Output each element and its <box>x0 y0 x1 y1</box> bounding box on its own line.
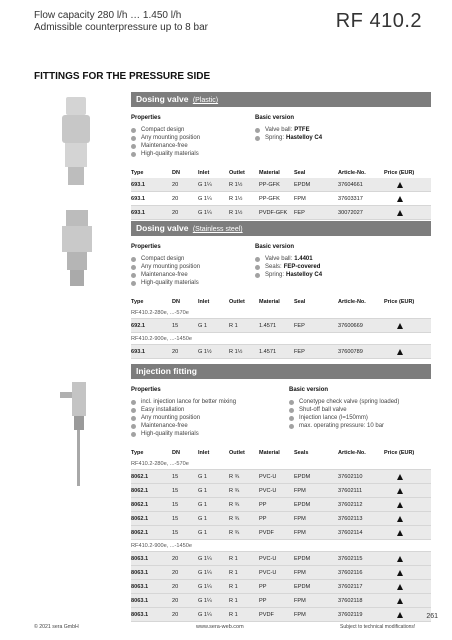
cell-material: PP <box>259 598 267 604</box>
cell-outlet: R 1½ <box>229 349 243 355</box>
page-title: FITTINGS FOR THE PRESSURE SIDE <box>34 71 211 82</box>
table-row <box>131 512 431 526</box>
properties-title: Properties <box>131 115 161 121</box>
cell-type: 8062.1 <box>131 474 149 480</box>
cell-outlet: R ¾ <box>229 488 240 494</box>
cell-article: 37600669 <box>338 323 363 329</box>
table-row <box>131 470 431 484</box>
stainless-dosing-valve-image <box>56 210 98 288</box>
basic-version-title: Basic version <box>289 387 329 393</box>
stainless-dosing-valve-section <box>131 221 431 359</box>
cell-article: 37602116 <box>338 570 363 576</box>
price-on-request-icon <box>397 612 403 618</box>
cell-inlet: G 1 <box>198 323 208 329</box>
section-header <box>131 364 431 379</box>
basic-item: Valve ball: PTFE <box>255 126 322 134</box>
property-item: Any mounting position <box>131 414 289 422</box>
bullet-icon <box>289 416 294 421</box>
cell-type: 8062.1 <box>131 516 149 522</box>
cell-seal: FEP <box>294 323 305 329</box>
basic-item: Shut-off ball valve <box>289 406 399 414</box>
cell-type: 693.1 <box>131 182 145 188</box>
cell-dn: 15 <box>172 474 179 480</box>
cell-seal: FPM <box>294 612 306 618</box>
cell-article: 37602114 <box>338 530 363 536</box>
page-number: 261 <box>426 613 438 620</box>
property-item: Maintenance-free <box>131 142 255 150</box>
property-item: High-quality materials <box>131 430 289 438</box>
cell-type: 8063.1 <box>131 598 149 604</box>
table-row <box>131 566 431 580</box>
cell-inlet: G 1¼ <box>198 556 212 562</box>
plastic-dosing-valve-image <box>53 97 99 189</box>
cell-article: 37602113 <box>338 516 363 522</box>
property-item: Compact design <box>131 255 255 263</box>
bullet-icon <box>131 152 136 157</box>
bullet-icon <box>131 408 136 413</box>
basic-item: Valve ball: 1.4401 <box>255 255 322 263</box>
cell-type: 693.1 <box>131 210 145 216</box>
cell-dn: 20 <box>172 349 179 355</box>
cell-outlet: R 1 <box>229 570 238 576</box>
cell-seal: EPDM <box>294 502 311 508</box>
cell-dn: 20 <box>172 182 179 188</box>
technical-note: Subject to technical modifications! <box>340 624 416 630</box>
table-row <box>131 319 431 333</box>
cell-outlet: R ¾ <box>229 516 240 522</box>
basic-item: max. operating pressure: 10 bar <box>289 422 399 430</box>
table-row <box>131 580 431 594</box>
bullet-icon <box>131 144 136 149</box>
basic-item: Conetype check valve (spring loaded) <box>289 398 399 406</box>
basic-item: Injection lance (l=150mm) <box>289 414 399 422</box>
group-label: RF410.2-280e, ...-570e <box>131 458 431 470</box>
table-header: Type DN Inlet Outlet Material Seal Article-No. Price (EUR) <box>131 299 415 305</box>
cell-inlet: G 1¼ <box>198 210 212 216</box>
cell-dn: 15 <box>172 488 179 494</box>
table-row <box>131 498 431 512</box>
basic-item: Seals: FEP-covered <box>255 263 322 271</box>
cell-type: 8063.1 <box>131 612 149 618</box>
cell-material: PP <box>259 516 267 522</box>
bullet-icon <box>131 400 136 405</box>
injection-fitting-section <box>131 364 431 622</box>
cell-dn: 20 <box>172 556 179 562</box>
cell-type: 8062.1 <box>131 502 149 508</box>
bullet-icon <box>131 432 136 437</box>
section-title: Injection fitting <box>136 366 197 376</box>
bullet-icon <box>131 281 136 286</box>
cell-dn: 20 <box>172 210 179 216</box>
cell-article: 37604661 <box>338 182 363 188</box>
bullet-icon <box>255 273 260 278</box>
cell-seal: FPM <box>294 196 306 202</box>
price-on-request-icon <box>397 323 403 329</box>
cell-inlet: G 1¼ <box>198 570 212 576</box>
cell-outlet: R ¾ <box>229 530 240 536</box>
section-header <box>131 92 431 107</box>
cell-outlet: R 1 <box>229 612 238 618</box>
cell-outlet: R 1 <box>229 598 238 604</box>
cell-inlet: G 1½ <box>198 349 212 355</box>
cell-material: PP <box>259 502 267 508</box>
price-on-request-icon <box>397 516 403 522</box>
table-row <box>131 345 431 359</box>
cell-type: 692.1 <box>131 323 145 329</box>
property-item: Compact design <box>131 126 255 134</box>
basic-version-list <box>255 115 322 158</box>
property-item: Any mounting position <box>131 134 255 142</box>
cell-type: 8063.1 <box>131 556 149 562</box>
cell-inlet: G 1¼ <box>198 196 212 202</box>
price-on-request-icon <box>397 210 403 216</box>
cell-dn: 15 <box>172 530 179 536</box>
price-on-request-icon <box>397 598 403 604</box>
bullet-icon <box>255 136 260 141</box>
section-title: Dosing valve <box>136 94 189 104</box>
cell-outlet: R 1 <box>229 323 238 329</box>
cell-seal: FEP <box>294 210 305 216</box>
flow-capacity-text: Flow capacity 280 l/h … 1.450 l/h <box>34 10 182 21</box>
cell-material: PP-GFK <box>259 196 280 202</box>
cell-outlet: R 1 <box>229 556 238 562</box>
bullet-icon <box>131 265 136 270</box>
cell-seal: FPM <box>294 598 306 604</box>
cell-outlet: R ¾ <box>229 502 240 508</box>
cell-type: 8062.1 <box>131 488 149 494</box>
cell-outlet: R 1½ <box>229 210 243 216</box>
basic-item: Spring: Hastelloy C4 <box>255 134 322 142</box>
copyright: © 2021 sera GmbH <box>34 624 79 630</box>
cell-inlet: G 1¼ <box>198 584 212 590</box>
properties-title: Properties <box>131 244 161 250</box>
cell-material: PVDF <box>259 530 274 536</box>
cell-dn: 15 <box>172 323 179 329</box>
cell-article: 37602118 <box>338 598 363 604</box>
table-row <box>131 484 431 498</box>
basic-version-title: Basic version <box>255 244 295 250</box>
property-item: Maintenance-free <box>131 271 255 279</box>
table-row <box>131 526 431 540</box>
table-row <box>131 552 431 566</box>
group-label: RF410.2-280e, ...-570e <box>131 307 431 319</box>
bullet-icon <box>131 424 136 429</box>
cell-seal: FPM <box>294 488 306 494</box>
table-row <box>131 594 431 608</box>
property-item: Any mounting position <box>131 263 255 271</box>
price-on-request-icon <box>397 488 403 494</box>
basic-version-list <box>289 387 399 438</box>
cell-dn: 20 <box>172 598 179 604</box>
cell-article: 37600789 <box>338 349 363 355</box>
website-link[interactable]: www.sera-web.com <box>196 624 244 630</box>
section-header <box>131 221 431 236</box>
cell-seal: EPDM <box>294 584 311 590</box>
plastic-dosing-valve-section <box>131 92 431 220</box>
cell-inlet: G 1¼ <box>198 612 212 618</box>
cell-inlet: G 1¼ <box>198 182 212 188</box>
bullet-icon <box>255 265 260 270</box>
cell-outlet: R 1½ <box>229 182 243 188</box>
basic-item: Spring: Hastelloy C4 <box>255 271 322 279</box>
cell-material: 1.4571 <box>259 349 277 355</box>
table-row <box>131 608 431 622</box>
table-row <box>131 192 431 206</box>
cell-dn: 20 <box>172 196 179 202</box>
cell-material: PVC-U <box>259 570 277 576</box>
group-label: RF410.2-900e, ...-1450e <box>131 540 431 552</box>
section-title: Dosing valve <box>136 223 189 233</box>
cell-seal: FEP <box>294 349 305 355</box>
bullet-icon <box>289 400 294 405</box>
cell-article: 37602115 <box>338 556 363 562</box>
cell-article: 37602112 <box>338 502 363 508</box>
cell-inlet: G 1 <box>198 530 208 536</box>
basic-version-list <box>255 244 322 287</box>
price-on-request-icon <box>397 556 403 562</box>
cell-seal: EPDM <box>294 474 311 480</box>
bullet-icon <box>289 408 294 413</box>
product-code: RF 410.2 <box>335 10 422 32</box>
counterpressure-text: Admissible counterpressure up to 8 bar <box>34 22 208 33</box>
bullet-icon <box>255 257 260 262</box>
bullet-icon <box>131 273 136 278</box>
cell-material: PVC-U <box>259 488 277 494</box>
price-on-request-icon <box>397 182 403 188</box>
group-label: RF410.2-900e, ...-1450e <box>131 333 431 345</box>
section-subtitle: (Plastic) <box>192 97 219 104</box>
table-header: Type DN Inlet Outlet Material Seals Article-No. Price (EUR) <box>131 450 415 456</box>
cell-inlet: G 1 <box>198 502 208 508</box>
cell-material: PVDF <box>259 612 274 618</box>
table-row <box>131 206 431 220</box>
properties-list <box>131 244 255 287</box>
cell-dn: 15 <box>172 502 179 508</box>
bullet-icon <box>131 257 136 262</box>
property-item: High-quality materials <box>131 150 255 158</box>
cell-inlet: G 1 <box>198 516 208 522</box>
bullet-icon <box>255 128 260 133</box>
cell-material: PP-GFK <box>259 182 280 188</box>
cell-article: 37603317 <box>338 196 363 202</box>
cell-dn: 15 <box>172 516 179 522</box>
properties-title: Properties <box>131 387 161 393</box>
cell-type: 8062.1 <box>131 530 149 536</box>
cell-seal: EPDM <box>294 182 311 188</box>
cell-material: PVC-U <box>259 474 277 480</box>
cell-article: 30072027 <box>338 210 363 216</box>
cell-material: PVDF-GFK <box>259 210 288 216</box>
price-on-request-icon <box>397 474 403 480</box>
cell-inlet: G 1 <box>198 488 208 494</box>
cell-article: 37602117 <box>338 584 363 590</box>
bullet-icon <box>131 128 136 133</box>
cell-material: PP <box>259 584 267 590</box>
cell-article: 37602111 <box>338 488 363 494</box>
cell-type: 693.1 <box>131 349 145 355</box>
cell-outlet: R ¾ <box>229 474 240 480</box>
cell-material: 1.4571 <box>259 323 277 329</box>
properties-list <box>131 387 289 438</box>
property-item: High-quality materials <box>131 279 255 287</box>
bullet-icon <box>131 136 136 141</box>
header-subtitle <box>34 10 208 34</box>
cell-seal: EPDM <box>294 556 311 562</box>
property-item: Easy installation <box>131 406 289 414</box>
cell-material: PVC-U <box>259 556 277 562</box>
cell-type: 8063.1 <box>131 570 149 576</box>
cell-seal: FPM <box>294 570 306 576</box>
price-on-request-icon <box>397 502 403 508</box>
cell-outlet: R 1 <box>229 584 238 590</box>
bullet-icon <box>131 416 136 421</box>
cell-outlet: R 1½ <box>229 196 243 202</box>
section-subtitle: (Stainless steel) <box>192 226 243 233</box>
cell-seal: FPM <box>294 516 306 522</box>
cell-dn: 20 <box>172 570 179 576</box>
bullet-icon <box>289 424 294 429</box>
price-on-request-icon <box>397 196 403 202</box>
cell-inlet: G 1 <box>198 474 208 480</box>
cell-inlet: G 1¼ <box>198 598 212 604</box>
price-on-request-icon <box>397 530 403 536</box>
cell-dn: 20 <box>172 612 179 618</box>
basic-version-title: Basic version <box>255 115 295 121</box>
injection-fitting-image <box>60 378 100 488</box>
cell-type: 693.1 <box>131 196 145 202</box>
cell-seal: FPM <box>294 530 306 536</box>
price-on-request-icon <box>397 349 403 355</box>
cell-type: 8063.1 <box>131 584 149 590</box>
property-item: Maintenance-free <box>131 422 289 430</box>
cell-article: 37602119 <box>338 612 363 618</box>
cell-dn: 20 <box>172 584 179 590</box>
table-row <box>131 178 431 192</box>
table-header: Type DN Inlet Outlet Material Seal Article-No. Price (EUR) <box>131 170 415 176</box>
price-on-request-icon <box>397 570 403 576</box>
property-item: incl. injection lance for better mixing <box>131 398 289 406</box>
cell-article: 37602110 <box>338 474 363 480</box>
price-on-request-icon <box>397 584 403 590</box>
properties-list <box>131 115 255 158</box>
